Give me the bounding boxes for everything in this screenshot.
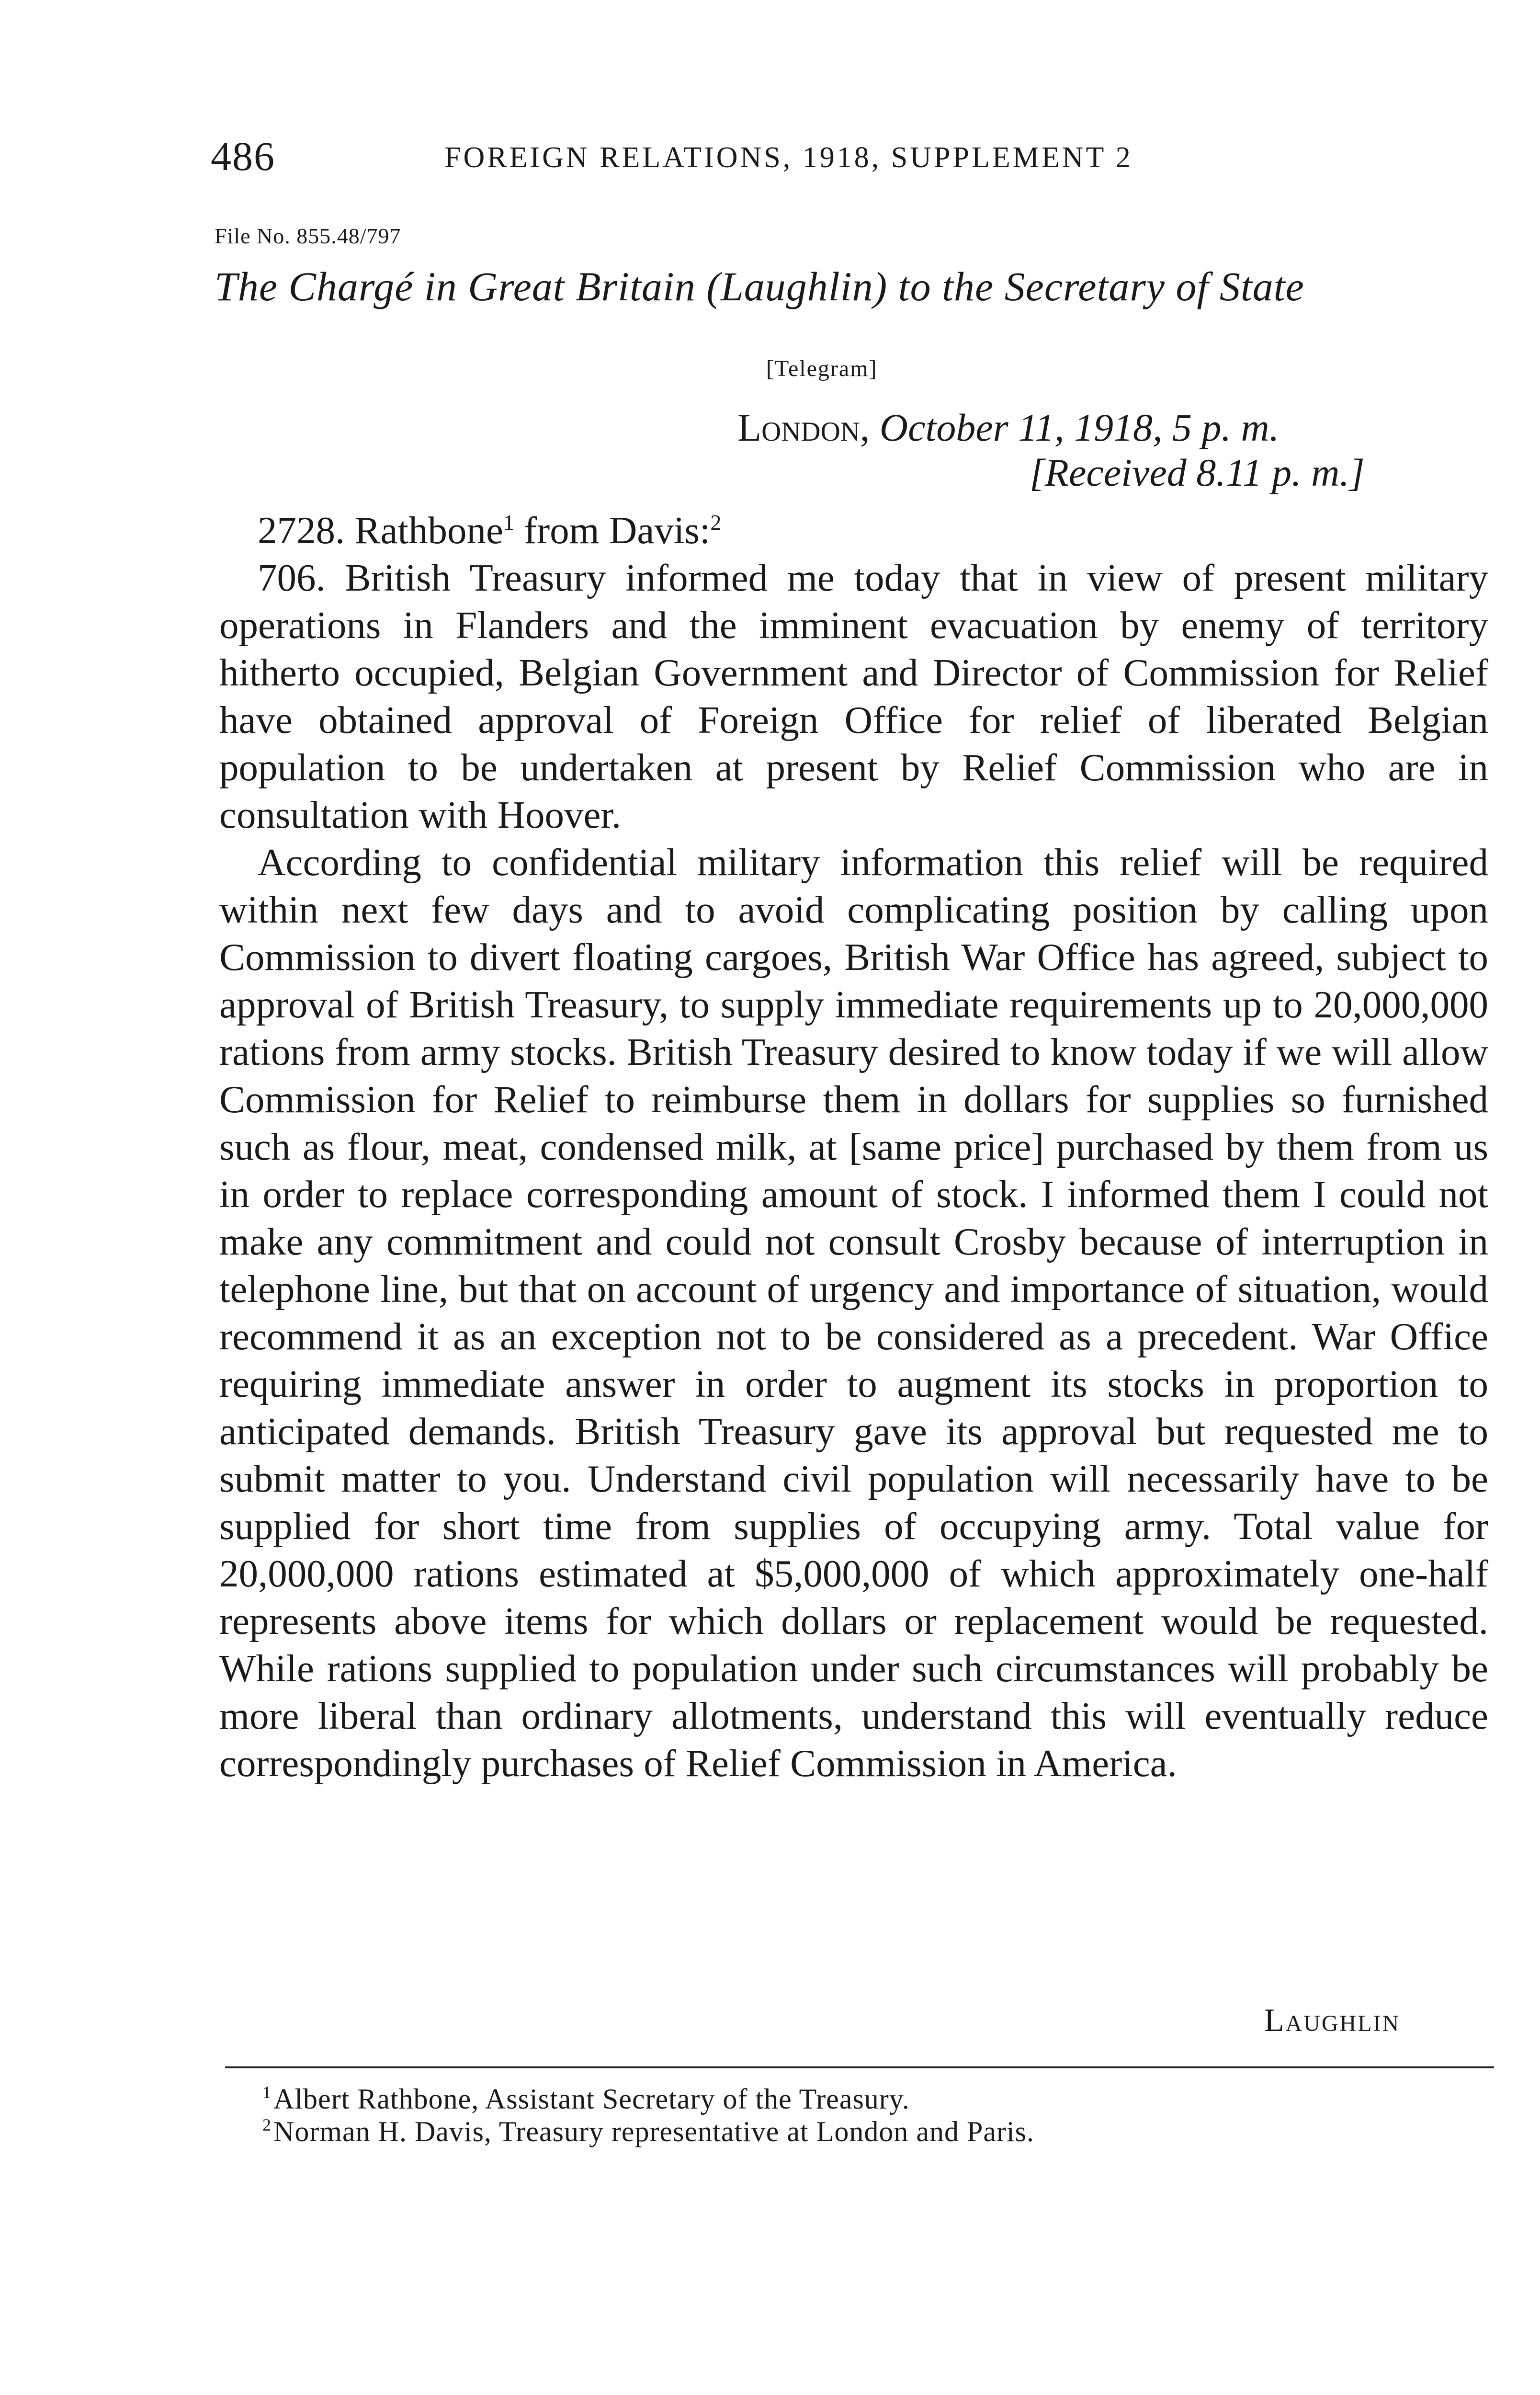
footnote-mark: 2 bbox=[262, 2115, 272, 2134]
file-number: File No. 855.48/797 bbox=[215, 224, 401, 248]
footnote-text: Albert Rathbone, Assistant Secretary of the Treasury. bbox=[273, 2083, 910, 2115]
paragraph-1: 706. British Treasury informed me today that in view of present military operations in Flanders and the imminent evacuation by enemy of territory hitherto occupied, Belgian Government and Director of Commission for Relief have obtained approval of Foreign Office for relief of liberated Belgian population to be undertaken at present by Relief Commission who are in consultation with Hoover. bbox=[219, 556, 1488, 836]
paragraph-2: According to confidential military information this relief will be required within next few days and to avoid complicating position by calling upon Commission to divert floating cargoes, British War Office has agreed, subject to approval of British Treasury, to supply immediate requirements up to 20,000,000 rations from army stocks. British Treasury desired to know today if we will allow Commission for Relief to reimburse them in dollars for supplies so furnished such as flour, meat, condensed milk, at [same price] purchased by them from us in order to replace corresponding amount of stock. I informed them I could not make any commitment and could not consult Crosby because of interruption in telephone line, but that on account of urgency and importance of situation, would recommend it as an exception not to be considered as a precedent. War Office requiring immediate answer in order to augment its stocks in proportion to anticipated demands. British Treasury gave its approval but requested me to submit matter to you. Understand civil population will necessarily have to be supplied for short time from supplies of occupying army. Total value for 20,000,000 rations estimated at $5,000,000 of which approximately one-half represents above items for which dollars or replacement would be requested. While rations supplied to population under such circumstances will probably be more liberal than ordinary allotments, understand this will eventually reduce correspondingly purchases of Relief Commission in America. bbox=[219, 841, 1488, 1785]
footnote-divider bbox=[225, 2066, 1494, 2068]
footnote bbox=[262, 2083, 1488, 2115]
footnote bbox=[262, 2115, 1488, 2148]
footnote-mark: 1 bbox=[262, 2083, 272, 2102]
footnotes bbox=[262, 2083, 1488, 2148]
signature: Laughlin bbox=[1264, 2002, 1401, 2038]
footnote-text: Norman H. Davis, Treasury representative at London and Paris. bbox=[273, 2116, 1035, 2147]
opening-line bbox=[219, 507, 1488, 554]
opening-mid: from Davis: bbox=[524, 509, 711, 552]
dateline-place: London, bbox=[737, 406, 870, 449]
document-title: The Chargé in Great Britain (Laughlin) to the Secretary of State bbox=[215, 263, 1304, 309]
dateline-date: October 11, 1918, 5 p. m. bbox=[879, 406, 1280, 449]
running-head: FOREIGN RELATIONS, 1918, SUPPLEMENT 2 bbox=[444, 141, 1133, 174]
dateline bbox=[737, 405, 1279, 450]
telegram-body bbox=[219, 507, 1488, 1787]
footnote-ref-1: 1 bbox=[503, 510, 514, 535]
page-number: 486 bbox=[211, 133, 275, 179]
opening-text: 2728. Rathbone bbox=[258, 509, 503, 552]
document-type: [Telegram] bbox=[766, 356, 878, 381]
footnote-ref-2: 2 bbox=[710, 510, 722, 535]
received-time: [Received 8.11 p. m.] bbox=[1030, 451, 1365, 494]
page-header bbox=[211, 132, 1504, 185]
